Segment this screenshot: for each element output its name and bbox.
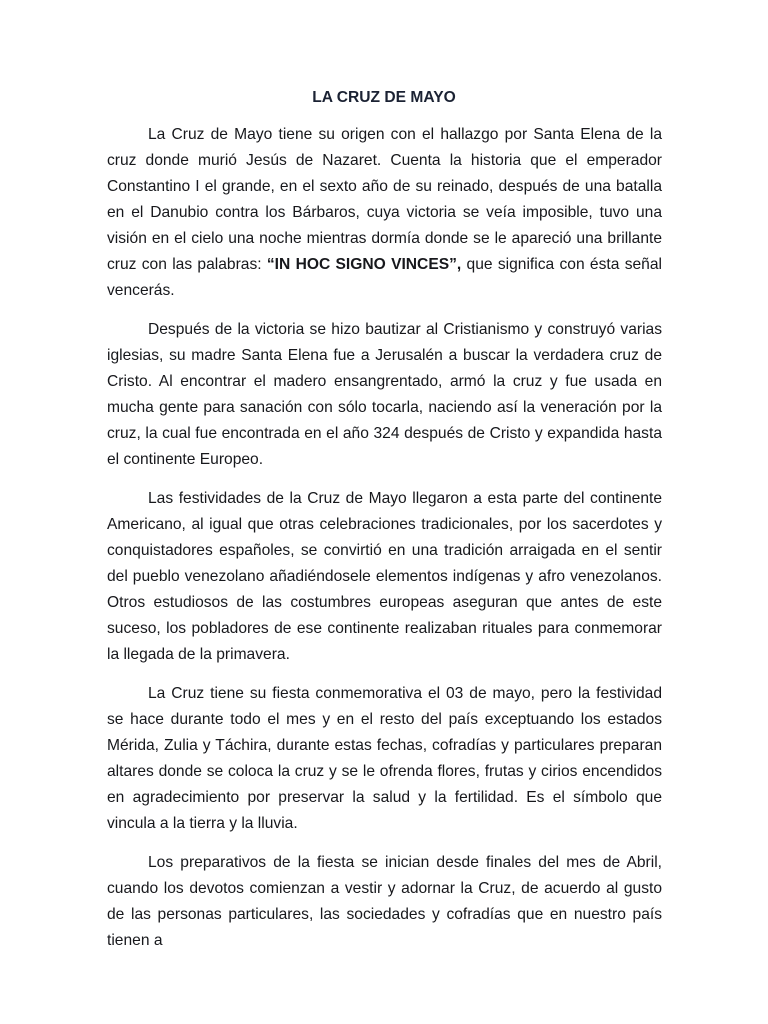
- document-body: [107, 122, 662, 967]
- paragraph-5: Los preparativos de la fiesta se inician desde finales del mes de Abril, cuando los devotos comienzan a vestir y adornar la Cruz, de acuerdo al gusto de las personas particulares, las sociedades y cofradías que en nuestro país tienen a: [107, 854, 662, 949]
- paragraph-1: [107, 122, 662, 304]
- paragraph-1-text: La Cruz de Mayo tiene su origen con el hallazgo por Santa Elena de la cruz donde murió Jesús de Nazaret. Cuenta la historia que el emperador Constantino I el grande, en el sexto año de su reinado, después de una batalla en el Danubio contra los Bárbaros, cuya victoria se veía imposible, tuvo una visión en el cielo una noche mientras dormía donde se le apareció una brillante cruz con las palabras:: [107, 126, 662, 273]
- latin-motto: “IN HOC SIGNO VINCES”,: [266, 256, 462, 273]
- paragraph-2: Después de la victoria se hizo bautizar al Cristianismo y construyó varias iglesias, su madre Santa Elena fue a Jerusalén a buscar la verdadera cruz de Cristo. Al encontrar el madero ensangrentado, armó la cruz y fue usada en mucha gente para sanación con sólo tocarla, naciendo así la veneración por la cruz, la cual fue encontrada en el año 324 después de Cristo y expandida hasta el continente Europeo.: [107, 321, 662, 468]
- paragraph-1-tail: que significa con ésta señal vencerás.: [107, 256, 662, 299]
- paragraph-3: Las festividades de la Cruz de Mayo llegaron a esta parte del continente Americano, al igual que otras celebraciones tradicionales, por los sacerdotes y conquistadores españoles, se convirtió en una tradición arraigada en el sentir del pueblo venezolano añadiéndosele elementos indígenas y afro venezolanos. Otros estudiosos de las costumbres europeas aseguran que antes de este suceso, los pobladores de ese continente realizaban rituales para conmemorar la llegada de la primavera.: [107, 490, 662, 663]
- page-title: LA CRUZ DE MAYO: [312, 89, 456, 106]
- paragraph-4: La Cruz tiene su fiesta conmemorativa el 03 de mayo, pero la festividad se hace durante todo el mes y en el resto del país exceptuando los estados Mérida, Zulia y Táchira, durante estas fechas, cofradías y particulares preparan altares donde se coloca la cruz y se le ofrenda flores, frutas y cirios encendidos en agradecimiento por preservar la salud y la fertilidad. Es el símbolo que vincula a la tierra y la lluvia.: [107, 685, 662, 832]
